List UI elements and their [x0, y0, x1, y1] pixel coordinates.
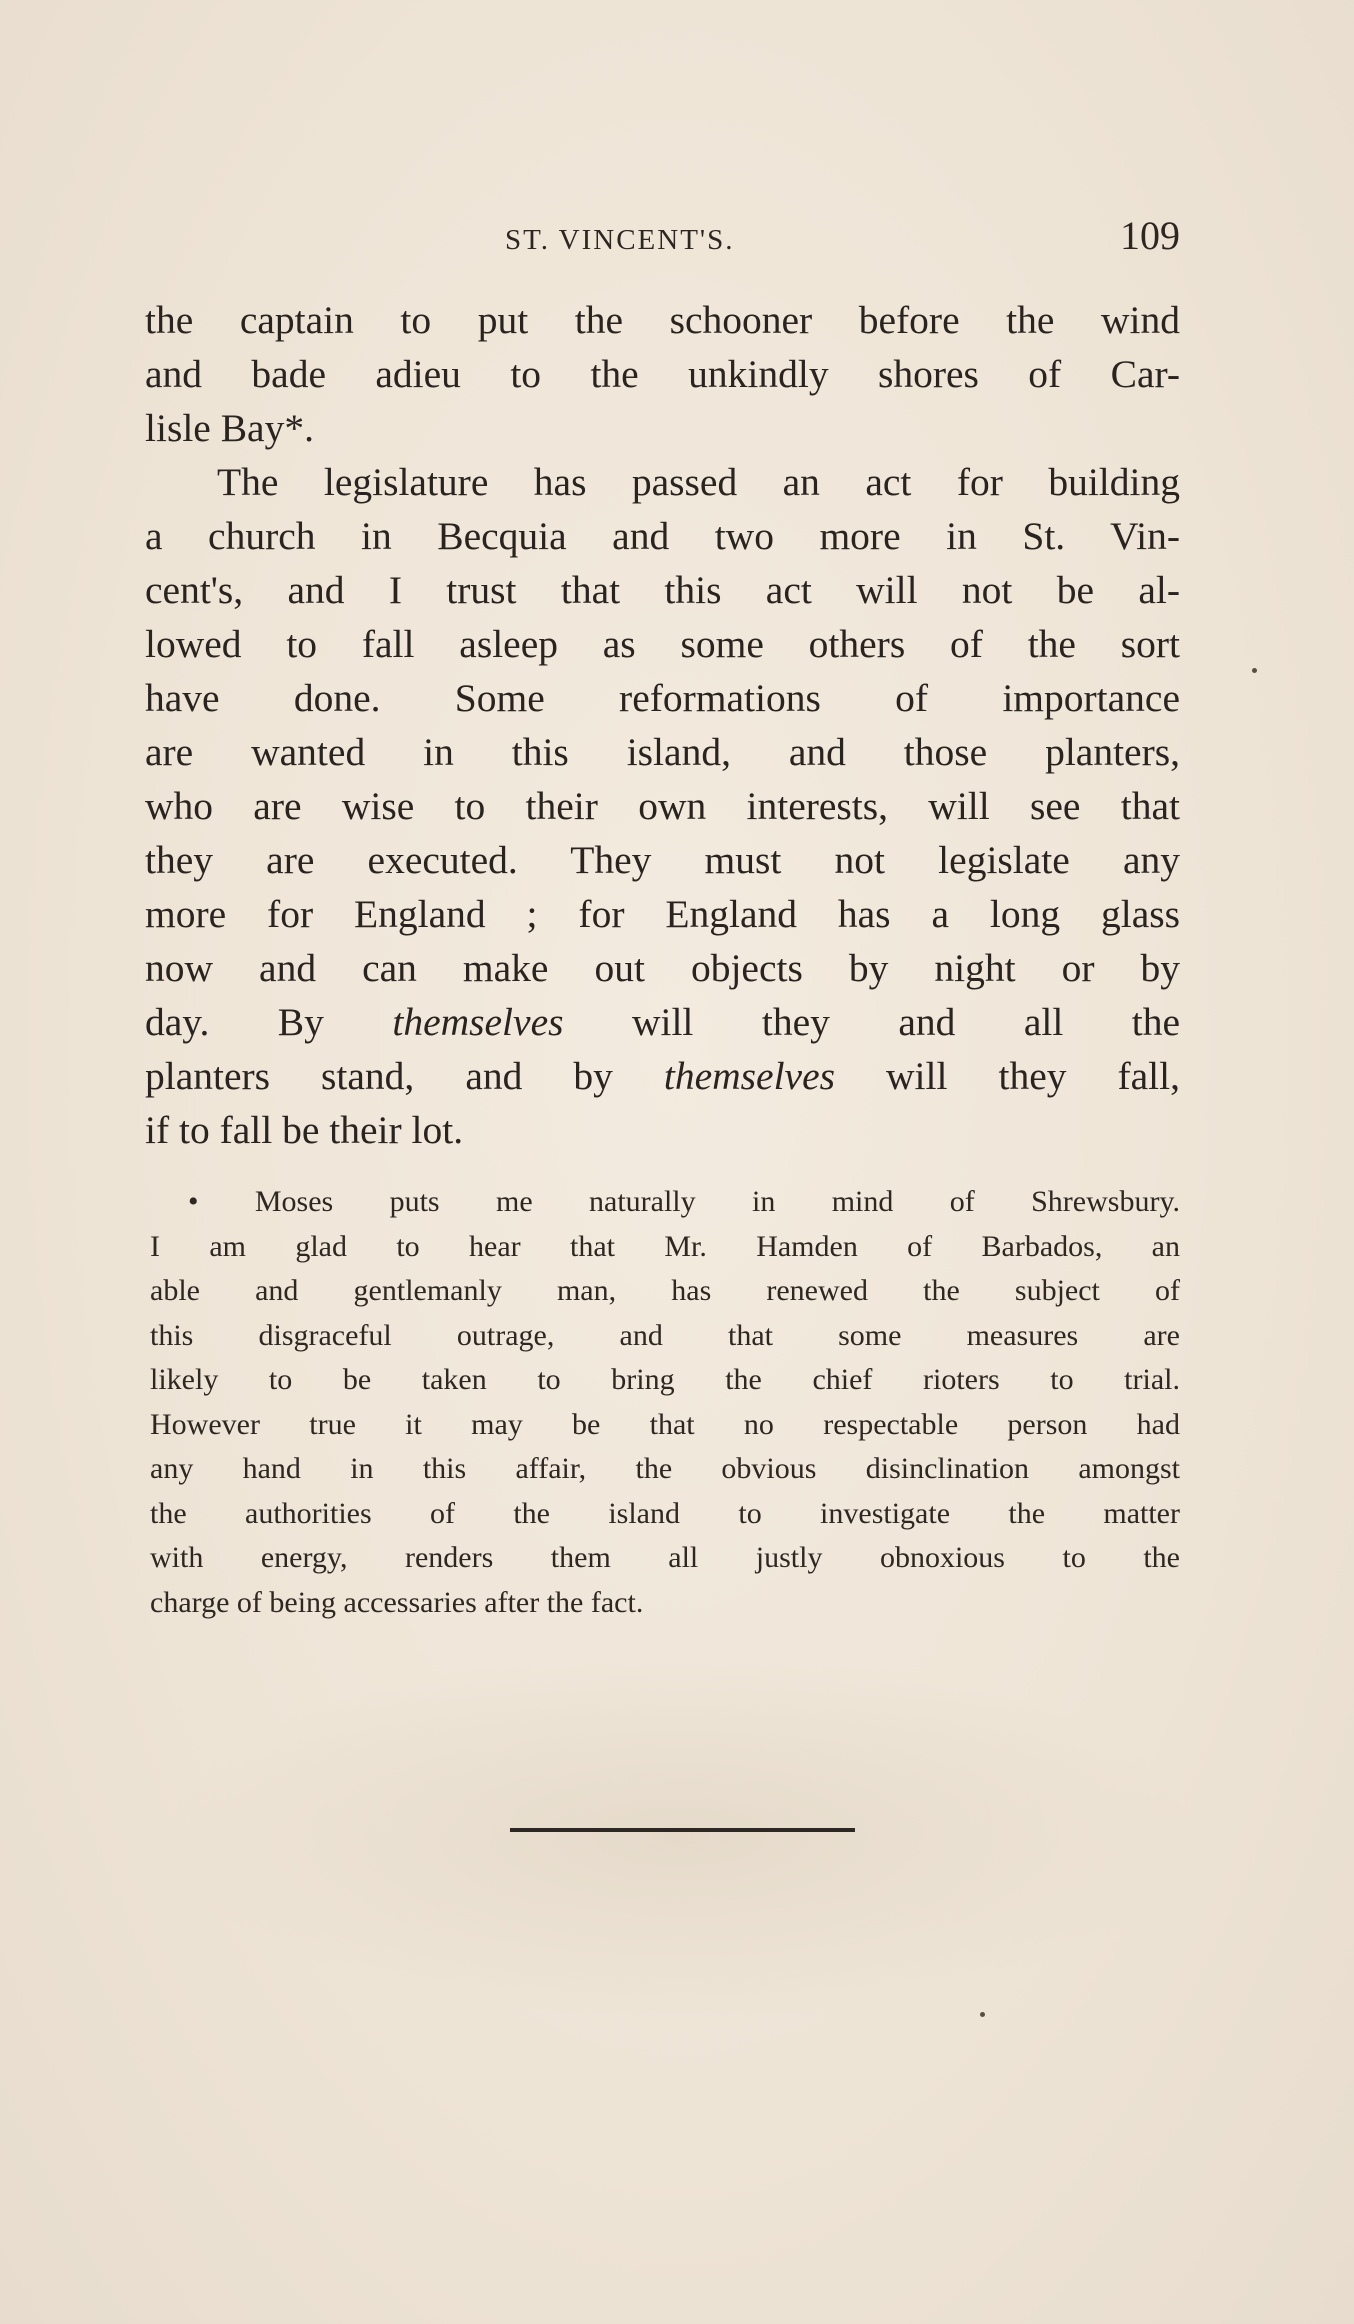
- footnote-line: likely to be taken to bring the chief rioters to trial.: [150, 1363, 1180, 1396]
- footnote-line: the authorities of the island to investigate the matter: [150, 1496, 1180, 1530]
- text-line: are wanted in this island, and those planters,: [145, 730, 1180, 774]
- italic-emphasis: themselves: [663, 1054, 835, 1098]
- text-line: The legislature has passed an act for building: [217, 460, 1180, 504]
- footnote-line: any hand in this affair, the obvious disinclination amongst: [150, 1452, 1180, 1485]
- text-fragment: will they and all the: [631, 1000, 1181, 1044]
- footnote-line: able and gentlemanly man, has renewed the subject of: [150, 1274, 1180, 1307]
- running-head: [145, 212, 1180, 262]
- end-rule: [510, 1828, 855, 1832]
- footnote-line: this disgraceful outrage, and that some measures are: [150, 1318, 1180, 1352]
- text-line-with-italics: [145, 1049, 1180, 1103]
- footnote-line: • Moses puts me naturally in mind of Shrewsbury.: [188, 1185, 1180, 1218]
- text-line-with-italics: [145, 995, 1180, 1049]
- text-line: cent's, and I trust that this act will not be al-: [145, 568, 1180, 612]
- footnote-line: I am glad to hear that Mr. Hamden of Barbados, an: [150, 1229, 1180, 1263]
- footnote-line: with energy, renders them all justly obnoxious to the: [150, 1541, 1180, 1574]
- paper-stain: [160, 1650, 1200, 2020]
- text-fragment: will they fall,: [886, 1054, 1181, 1098]
- italic-emphasis: themselves: [392, 1000, 564, 1044]
- text-line: have done. Some reformations of importance: [145, 676, 1180, 720]
- footnote-line: charge of being accessaries after the fact.: [150, 1585, 644, 1619]
- footnote: [150, 1180, 1180, 1625]
- footnote-line: However true it may be that no respectable person had: [150, 1407, 1180, 1441]
- paper-speck: [980, 2012, 985, 2017]
- text-line: the captain to put the schooner before the wind: [145, 298, 1180, 342]
- text-line: now and can make out objects by night or by: [145, 946, 1180, 990]
- text-line: they are executed. They must not legislate any: [145, 838, 1180, 882]
- text-line: more for England ; for England has a long glass: [145, 892, 1180, 936]
- page-number: 109: [1120, 213, 1180, 258]
- text-line: who are wise to their own interests, will see that: [145, 784, 1180, 828]
- text-line: and bade adieu to the unkindly shores of Car-: [145, 352, 1180, 396]
- text-line: if to fall be their lot.: [145, 1108, 464, 1152]
- text-line: lisle Bay*.: [145, 406, 314, 450]
- body-text: [145, 293, 1180, 1157]
- text-fragment: day. By: [145, 1000, 324, 1044]
- paper-speck: [1252, 668, 1257, 673]
- running-title: ST. VINCENT'S.: [505, 224, 735, 256]
- text-line: a church in Becquia and two more in St. Vin-: [145, 514, 1180, 558]
- text-fragment: planters stand, and by: [145, 1054, 613, 1098]
- text-line: lowed to fall asleep as some others of the sort: [145, 622, 1180, 666]
